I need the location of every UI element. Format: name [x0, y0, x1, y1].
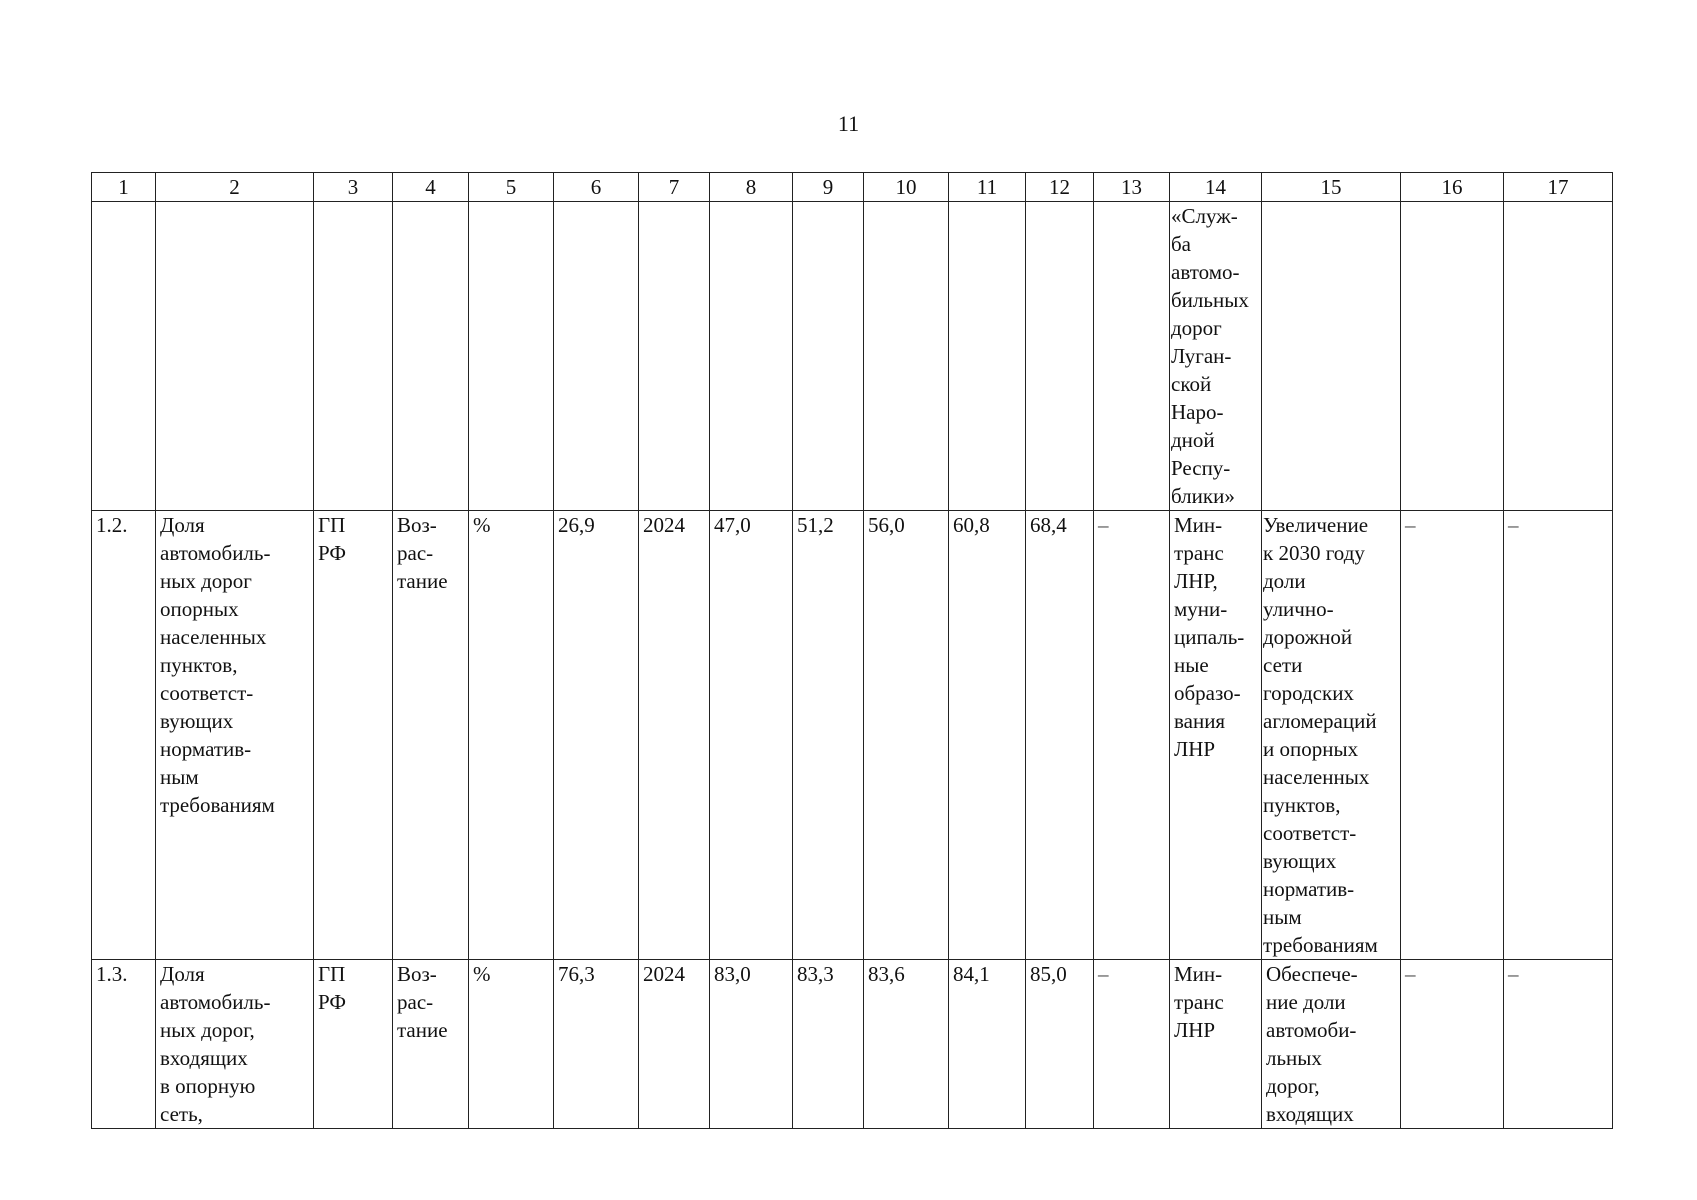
dash-cell: – — [1401, 960, 1504, 1129]
table-cell — [156, 202, 314, 511]
table-row — [92, 511, 1613, 960]
source-cell: ГП РФ — [314, 511, 393, 960]
responsible-cell: Мин- транс ЛНР, муни- ципаль- ные образо- вания ЛНР — [1170, 511, 1262, 960]
dash-cell: – — [1094, 511, 1170, 960]
column-number: 14 — [1170, 173, 1262, 202]
link-cell: Увеличение к 2030 году доли улично- дорожной сети городских агломераций и опорных населенных пунктов, соответст- вующих норматив- ным требованиям — [1262, 511, 1401, 960]
column-number: 1 — [92, 173, 156, 202]
column-number: 7 — [639, 173, 710, 202]
column-number: 17 — [1504, 173, 1613, 202]
responsible-cell: Мин- транс ЛНР — [1170, 960, 1262, 1129]
value-cell: 84,1 — [949, 960, 1026, 1129]
table-cell — [793, 202, 864, 511]
table-cell — [1262, 202, 1401, 511]
table-cell — [469, 202, 554, 511]
dash-cell: – — [1094, 960, 1170, 1129]
table-row — [92, 202, 1613, 511]
value-cell: 47,0 — [710, 511, 793, 960]
table-cell — [1504, 202, 1613, 511]
column-number: 16 — [1401, 173, 1504, 202]
value-cell: 60,8 — [949, 511, 1026, 960]
trend-cell: Воз- рас- тание — [393, 960, 469, 1129]
link-cell: Обеспече- ние доли автомоби- льных дорог, входящих — [1262, 960, 1401, 1129]
column-number: 15 — [1262, 173, 1401, 202]
column-number: 6 — [554, 173, 639, 202]
unit-cell: % — [469, 511, 554, 960]
page-number: 11 — [837, 111, 860, 136]
indicator-name: Доля автомобиль- ных дорог опорных населенных пунктов, соответст- вующих норматив- ным требованиям — [156, 511, 314, 960]
responsible-cell: «Служ- ба автомо- бильных дорог Луган- ской Наро- дной Респу- блики» — [1170, 202, 1262, 511]
base-value-cell: 76,3 — [554, 960, 639, 1129]
table-cell — [949, 202, 1026, 511]
value-cell: 85,0 — [1026, 960, 1094, 1129]
value-cell: 83,3 — [793, 960, 864, 1129]
value-cell: 83,6 — [864, 960, 949, 1129]
value-cell: 51,2 — [793, 511, 864, 960]
trend-cell: Воз- рас- тание — [393, 511, 469, 960]
value-cell: 83,0 — [710, 960, 793, 1129]
column-number: 3 — [314, 173, 393, 202]
table-cell — [1094, 202, 1170, 511]
column-number: 9 — [793, 173, 864, 202]
indicator-name: Доля автомобиль- ных дорог, входящих в опорную сеть, — [156, 960, 314, 1129]
table-cell — [1401, 202, 1504, 511]
table-cell — [1026, 202, 1094, 511]
dash-cell: – — [1504, 511, 1613, 960]
table-row — [92, 960, 1613, 1129]
column-number: 10 — [864, 173, 949, 202]
indicators-table — [91, 172, 1613, 1129]
table-cell — [864, 202, 949, 511]
column-number: 13 — [1094, 173, 1170, 202]
column-number: 2 — [156, 173, 314, 202]
column-number: 12 — [1026, 173, 1094, 202]
dash-cell: – — [1504, 960, 1613, 1129]
row-number: 1.2. — [92, 511, 156, 960]
column-number: 4 — [393, 173, 469, 202]
table-cell — [92, 202, 156, 511]
table-cell — [554, 202, 639, 511]
table-cell — [393, 202, 469, 511]
table-cell — [639, 202, 710, 511]
column-number-row — [92, 173, 1613, 202]
base-year-cell: 2024 — [639, 511, 710, 960]
unit-cell: % — [469, 960, 554, 1129]
value-cell: 56,0 — [864, 511, 949, 960]
dash-cell: – — [1401, 511, 1504, 960]
source-cell: ГП РФ — [314, 960, 393, 1129]
row-number: 1.3. — [92, 960, 156, 1129]
column-number: 11 — [949, 173, 1026, 202]
table-cell — [710, 202, 793, 511]
base-year-cell: 2024 — [639, 960, 710, 1129]
column-number: 8 — [710, 173, 793, 202]
base-value-cell: 26,9 — [554, 511, 639, 960]
table-cell — [314, 202, 393, 511]
column-number: 5 — [469, 173, 554, 202]
value-cell: 68,4 — [1026, 511, 1094, 960]
